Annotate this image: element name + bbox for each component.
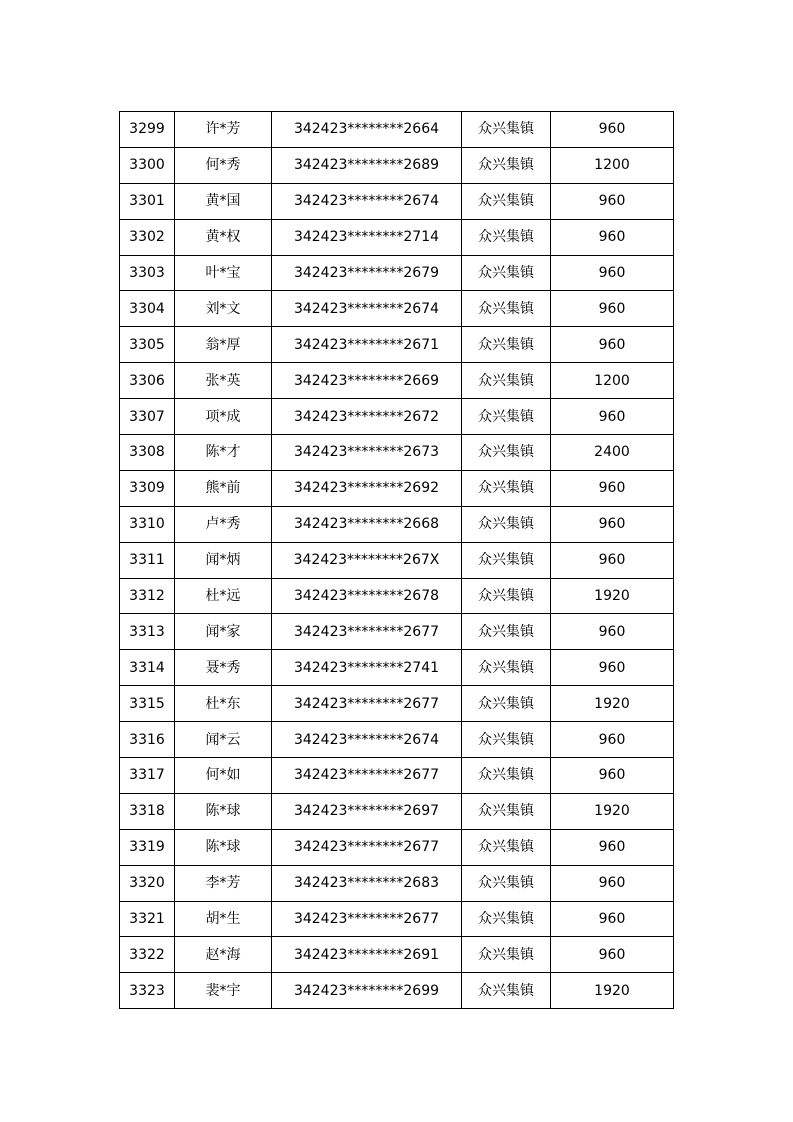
town-cell: 众兴集镇 bbox=[462, 255, 551, 291]
amount-cell: 1920 bbox=[551, 793, 674, 829]
town-cell: 众兴集镇 bbox=[462, 973, 551, 1009]
id-number-cell: 342423********2677 bbox=[272, 829, 462, 865]
table-row bbox=[120, 686, 674, 722]
id-number-cell: 342423********267X bbox=[272, 542, 462, 578]
table-row bbox=[120, 399, 674, 435]
name-cell: 胡*生 bbox=[175, 901, 272, 937]
amount-cell: 2400 bbox=[551, 435, 674, 471]
id-number-cell: 342423********2683 bbox=[272, 865, 462, 901]
table-row bbox=[120, 614, 674, 650]
name-cell: 许*芳 bbox=[175, 112, 272, 148]
table-row bbox=[120, 650, 674, 686]
name-cell: 赵*海 bbox=[175, 937, 272, 973]
row-number-cell: 3316 bbox=[120, 722, 175, 758]
name-cell: 陈*球 bbox=[175, 829, 272, 865]
town-cell: 众兴集镇 bbox=[462, 147, 551, 183]
table-row bbox=[120, 793, 674, 829]
id-number-cell: 342423********2691 bbox=[272, 937, 462, 973]
table-row bbox=[120, 829, 674, 865]
id-number-cell: 342423********2671 bbox=[272, 327, 462, 363]
town-cell: 众兴集镇 bbox=[462, 650, 551, 686]
town-cell: 众兴集镇 bbox=[462, 686, 551, 722]
table-row bbox=[120, 112, 674, 148]
amount-cell: 1200 bbox=[551, 147, 674, 183]
table-row bbox=[120, 255, 674, 291]
row-number-cell: 3321 bbox=[120, 901, 175, 937]
table-row bbox=[120, 435, 674, 471]
name-cell: 何*秀 bbox=[175, 147, 272, 183]
row-number-cell: 3313 bbox=[120, 614, 175, 650]
id-number-cell: 342423********2674 bbox=[272, 722, 462, 758]
table-row bbox=[120, 183, 674, 219]
amount-cell: 960 bbox=[551, 183, 674, 219]
name-cell: 陈*球 bbox=[175, 793, 272, 829]
id-number-cell: 342423********2741 bbox=[272, 650, 462, 686]
table-row bbox=[120, 937, 674, 973]
amount-cell: 960 bbox=[551, 937, 674, 973]
town-cell: 众兴集镇 bbox=[462, 937, 551, 973]
row-number-cell: 3302 bbox=[120, 219, 175, 255]
name-cell: 陈*才 bbox=[175, 435, 272, 471]
name-cell: 项*成 bbox=[175, 399, 272, 435]
id-number-cell: 342423********2677 bbox=[272, 686, 462, 722]
name-cell: 杜*东 bbox=[175, 686, 272, 722]
town-cell: 众兴集镇 bbox=[462, 327, 551, 363]
roster-table bbox=[119, 111, 674, 1009]
name-cell: 张*英 bbox=[175, 363, 272, 399]
row-number-cell: 3323 bbox=[120, 973, 175, 1009]
id-number-cell: 342423********2664 bbox=[272, 112, 462, 148]
town-cell: 众兴集镇 bbox=[462, 291, 551, 327]
amount-cell: 960 bbox=[551, 327, 674, 363]
id-number-cell: 342423********2674 bbox=[272, 183, 462, 219]
town-cell: 众兴集镇 bbox=[462, 506, 551, 542]
amount-cell: 960 bbox=[551, 722, 674, 758]
amount-cell: 960 bbox=[551, 829, 674, 865]
amount-cell: 960 bbox=[551, 614, 674, 650]
town-cell: 众兴集镇 bbox=[462, 758, 551, 794]
id-number-cell: 342423********2714 bbox=[272, 219, 462, 255]
amount-cell: 960 bbox=[551, 506, 674, 542]
town-cell: 众兴集镇 bbox=[462, 578, 551, 614]
id-number-cell: 342423********2672 bbox=[272, 399, 462, 435]
id-number-cell: 342423********2689 bbox=[272, 147, 462, 183]
row-number-cell: 3307 bbox=[120, 399, 175, 435]
id-number-cell: 342423********2699 bbox=[272, 973, 462, 1009]
town-cell: 众兴集镇 bbox=[462, 901, 551, 937]
id-number-cell: 342423********2677 bbox=[272, 901, 462, 937]
name-cell: 叶*宝 bbox=[175, 255, 272, 291]
name-cell: 闻*炳 bbox=[175, 542, 272, 578]
town-cell: 众兴集镇 bbox=[462, 722, 551, 758]
amount-cell: 960 bbox=[551, 650, 674, 686]
table-row bbox=[120, 722, 674, 758]
row-number-cell: 3318 bbox=[120, 793, 175, 829]
amount-cell: 960 bbox=[551, 219, 674, 255]
id-number-cell: 342423********2674 bbox=[272, 291, 462, 327]
amount-cell: 1920 bbox=[551, 578, 674, 614]
name-cell: 李*芳 bbox=[175, 865, 272, 901]
table-row bbox=[120, 363, 674, 399]
amount-cell: 1920 bbox=[551, 973, 674, 1009]
amount-cell: 960 bbox=[551, 865, 674, 901]
amount-cell: 960 bbox=[551, 291, 674, 327]
name-cell: 黄*国 bbox=[175, 183, 272, 219]
town-cell: 众兴集镇 bbox=[462, 470, 551, 506]
id-number-cell: 342423********2669 bbox=[272, 363, 462, 399]
row-number-cell: 3312 bbox=[120, 578, 175, 614]
table-row bbox=[120, 327, 674, 363]
name-cell: 闻*云 bbox=[175, 722, 272, 758]
id-number-cell: 342423********2677 bbox=[272, 758, 462, 794]
name-cell: 卢*秀 bbox=[175, 506, 272, 542]
id-number-cell: 342423********2673 bbox=[272, 435, 462, 471]
id-number-cell: 342423********2677 bbox=[272, 614, 462, 650]
name-cell: 翁*厚 bbox=[175, 327, 272, 363]
name-cell: 裴*宇 bbox=[175, 973, 272, 1009]
row-number-cell: 3319 bbox=[120, 829, 175, 865]
table-row bbox=[120, 578, 674, 614]
amount-cell: 960 bbox=[551, 758, 674, 794]
table-row bbox=[120, 470, 674, 506]
table-row bbox=[120, 291, 674, 327]
town-cell: 众兴集镇 bbox=[462, 435, 551, 471]
amount-cell: 1920 bbox=[551, 686, 674, 722]
row-number-cell: 3309 bbox=[120, 470, 175, 506]
town-cell: 众兴集镇 bbox=[462, 112, 551, 148]
table-row bbox=[120, 758, 674, 794]
name-cell: 刘*文 bbox=[175, 291, 272, 327]
town-cell: 众兴集镇 bbox=[462, 793, 551, 829]
row-number-cell: 3310 bbox=[120, 506, 175, 542]
table-row bbox=[120, 219, 674, 255]
id-number-cell: 342423********2697 bbox=[272, 793, 462, 829]
town-cell: 众兴集镇 bbox=[462, 183, 551, 219]
row-number-cell: 3322 bbox=[120, 937, 175, 973]
town-cell: 众兴集镇 bbox=[462, 219, 551, 255]
row-number-cell: 3304 bbox=[120, 291, 175, 327]
town-cell: 众兴集镇 bbox=[462, 399, 551, 435]
amount-cell: 1200 bbox=[551, 363, 674, 399]
row-number-cell: 3317 bbox=[120, 758, 175, 794]
amount-cell: 960 bbox=[551, 112, 674, 148]
row-number-cell: 3315 bbox=[120, 686, 175, 722]
amount-cell: 960 bbox=[551, 901, 674, 937]
table-row bbox=[120, 901, 674, 937]
row-number-cell: 3300 bbox=[120, 147, 175, 183]
row-number-cell: 3305 bbox=[120, 327, 175, 363]
town-cell: 众兴集镇 bbox=[462, 829, 551, 865]
row-number-cell: 3314 bbox=[120, 650, 175, 686]
table-row bbox=[120, 542, 674, 578]
row-number-cell: 3320 bbox=[120, 865, 175, 901]
table-row bbox=[120, 865, 674, 901]
name-cell: 何*如 bbox=[175, 758, 272, 794]
town-cell: 众兴集镇 bbox=[462, 363, 551, 399]
town-cell: 众兴集镇 bbox=[462, 865, 551, 901]
town-cell: 众兴集镇 bbox=[462, 614, 551, 650]
table-row bbox=[120, 973, 674, 1009]
row-number-cell: 3299 bbox=[120, 112, 175, 148]
amount-cell: 960 bbox=[551, 542, 674, 578]
row-number-cell: 3306 bbox=[120, 363, 175, 399]
name-cell: 熊*前 bbox=[175, 470, 272, 506]
row-number-cell: 3308 bbox=[120, 435, 175, 471]
amount-cell: 960 bbox=[551, 470, 674, 506]
id-number-cell: 342423********2678 bbox=[272, 578, 462, 614]
town-cell: 众兴集镇 bbox=[462, 542, 551, 578]
table-row bbox=[120, 506, 674, 542]
name-cell: 聂*秀 bbox=[175, 650, 272, 686]
id-number-cell: 342423********2692 bbox=[272, 470, 462, 506]
id-number-cell: 342423********2668 bbox=[272, 506, 462, 542]
name-cell: 闻*家 bbox=[175, 614, 272, 650]
amount-cell: 960 bbox=[551, 255, 674, 291]
row-number-cell: 3301 bbox=[120, 183, 175, 219]
row-number-cell: 3303 bbox=[120, 255, 175, 291]
amount-cell: 960 bbox=[551, 399, 674, 435]
name-cell: 杜*远 bbox=[175, 578, 272, 614]
roster-table-body bbox=[120, 112, 674, 1009]
id-number-cell: 342423********2679 bbox=[272, 255, 462, 291]
name-cell: 黄*权 bbox=[175, 219, 272, 255]
row-number-cell: 3311 bbox=[120, 542, 175, 578]
table-row bbox=[120, 147, 674, 183]
